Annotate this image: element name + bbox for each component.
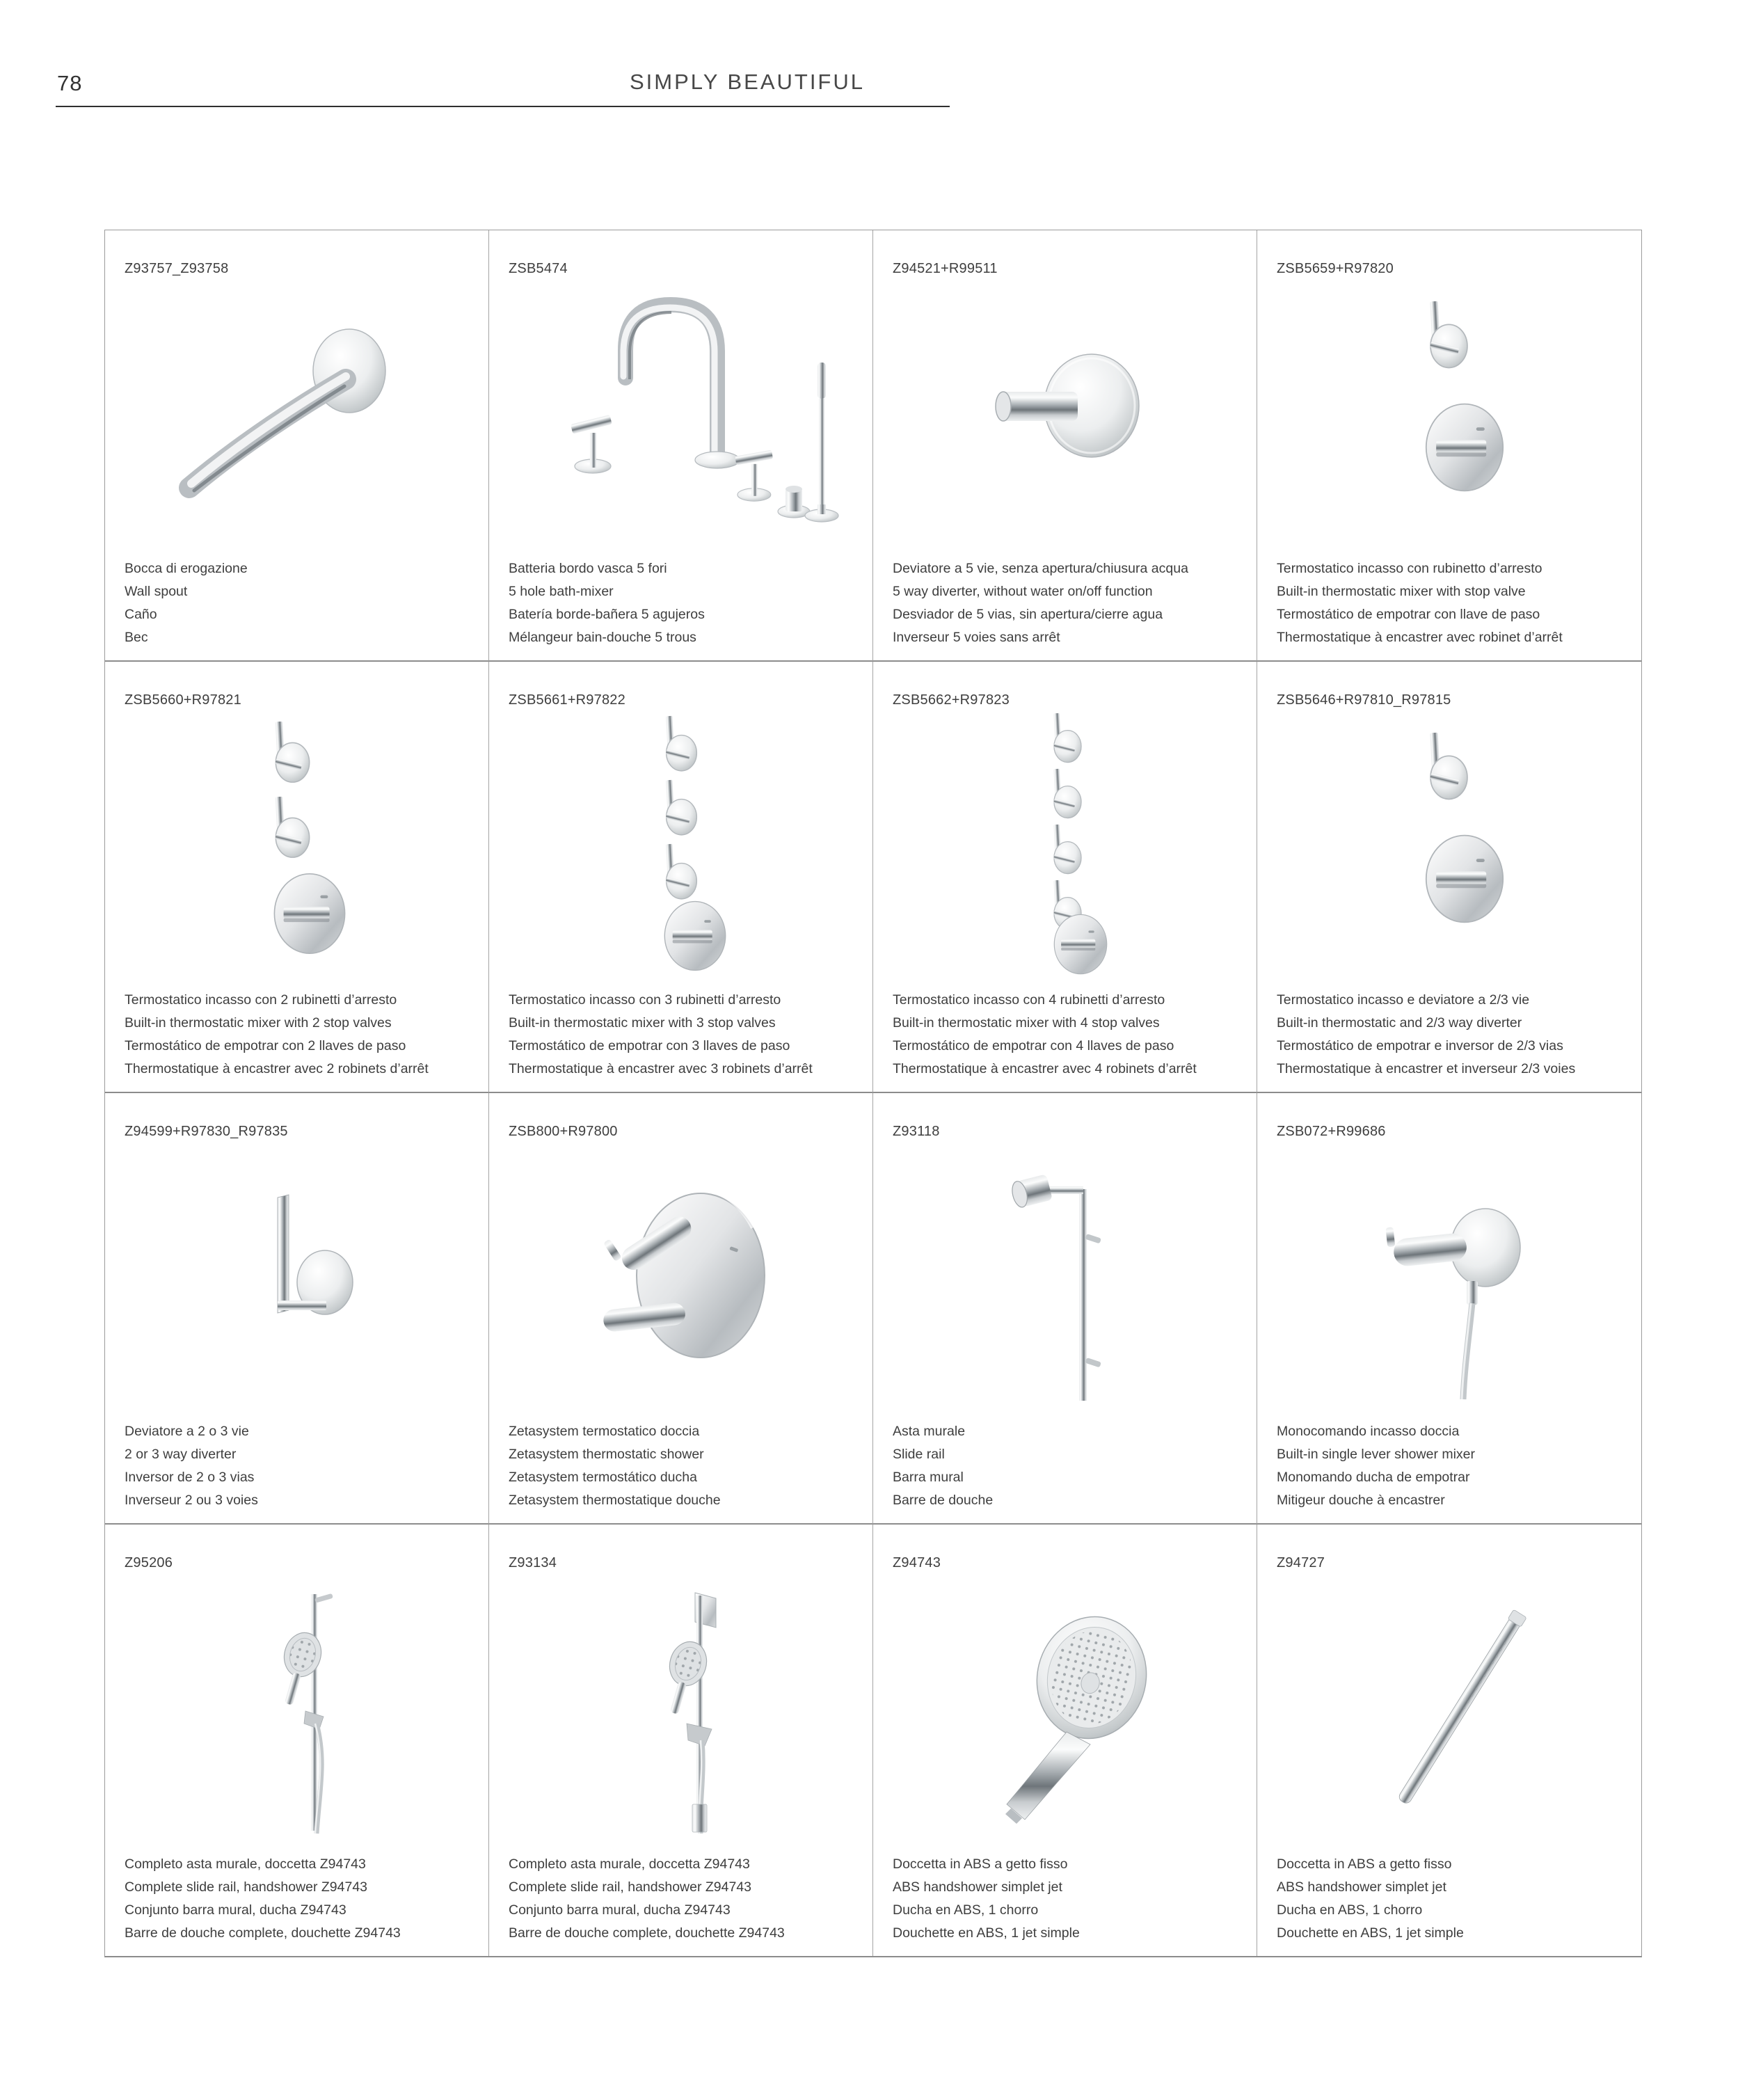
product-cell <box>873 1093 1257 1525</box>
desc-en: Complete slide rail, handshower Z94743 <box>509 1879 752 1895</box>
desc-it: Batteria bordo vasca 5 fori <box>509 561 667 576</box>
desc-en: 5 hole bath-mixer <box>509 584 614 599</box>
product-code: Z94727 <box>1277 1555 1325 1570</box>
desc-es: Caño <box>125 607 157 622</box>
product-image-thermostatic-diverter <box>1289 712 1609 976</box>
product-image-five-hole-bath-mixer <box>521 280 841 545</box>
product-grid <box>104 230 1642 1957</box>
desc-fr: Barre de douche <box>893 1493 994 1508</box>
desc-es: Conjunto barra mural, ducha Z94743 <box>509 1902 731 1918</box>
desc-es: Barra mural <box>893 1470 964 1485</box>
product-description <box>893 1853 1247 1945</box>
header-rule <box>56 106 950 107</box>
product-description <box>893 1420 1247 1512</box>
product-code: Z94521+R99511 <box>893 261 998 276</box>
desc-en: 2 or 3 way diverter <box>125 1447 237 1462</box>
product-description <box>1277 989 1632 1081</box>
product-image-five-way-diverter <box>905 280 1225 545</box>
desc-fr: Bec <box>125 630 148 645</box>
desc-it: Monocomando incasso doccia <box>1277 1424 1460 1439</box>
desc-it: Asta murale <box>893 1424 966 1439</box>
product-image-zetasystem-thermostatic-shower <box>521 1143 841 1408</box>
desc-es: Inversor de 2 o 3 vias <box>125 1470 255 1485</box>
product-description <box>509 1853 863 1945</box>
product-cell <box>873 1525 1257 1956</box>
desc-es: Batería borde-bañera 5 agujeros <box>509 607 705 622</box>
desc-fr: Inverseur 5 voies sans arrêt <box>893 630 1060 645</box>
product-code: ZSB5661+R97822 <box>509 692 625 708</box>
desc-es: Ducha en ABS, 1 chorro <box>893 1902 1039 1918</box>
desc-it: Doccetta in ABS a getto fisso <box>893 1856 1068 1872</box>
product-cell <box>105 1525 489 1956</box>
product-code: Z95206 <box>125 1555 173 1570</box>
product-description <box>893 989 1247 1081</box>
product-cell <box>1257 662 1641 1093</box>
product-code: Z93757_Z93758 <box>125 261 229 276</box>
desc-es: Termostático de empotrar con 3 llaves de paso <box>509 1038 790 1053</box>
desc-en: ABS handshower simplet jet <box>1277 1879 1446 1895</box>
desc-it: Termostatico incasso con rubinetto d’arresto <box>1277 561 1542 576</box>
desc-fr: Douchette en ABS, 1 jet simple <box>1277 1925 1464 1941</box>
product-description <box>1277 557 1632 649</box>
product-image-two-three-way-diverter <box>137 1143 457 1408</box>
product-code: ZSB5474 <box>509 261 568 276</box>
desc-it: Termostatico incasso e deviatore a 2/3 vie <box>1277 992 1530 1008</box>
desc-en: Zetasystem thermostatic shower <box>509 1447 704 1462</box>
desc-fr: Zetasystem thermostatique douche <box>509 1493 721 1508</box>
desc-fr: Thermostatique à encastrer avec 2 robinets d’arrêt <box>125 1061 429 1076</box>
desc-es: Termostático de empotrar e inversor de 2/3 vias <box>1277 1038 1563 1053</box>
desc-es: Termostático de empotrar con llave de paso <box>1277 607 1540 622</box>
desc-it: Bocca di erogazione <box>125 561 248 576</box>
desc-it: Zetasystem termostatico doccia <box>509 1424 700 1439</box>
desc-fr: Mitigeur douche à encastrer <box>1277 1493 1445 1508</box>
product-image-single-lever-shower-mixer <box>1289 1143 1609 1408</box>
desc-en: Built-in thermostatic mixer with 2 stop valves <box>125 1015 392 1031</box>
product-image-slide-rail-kit-square <box>521 1575 841 1839</box>
product-code: ZSB800+R97800 <box>509 1124 618 1139</box>
desc-it: Doccetta in ABS a getto fisso <box>1277 1856 1452 1872</box>
desc-fr: Douchette en ABS, 1 jet simple <box>893 1925 1080 1941</box>
desc-es: Termostático de empotrar con 2 llaves de paso <box>125 1038 406 1053</box>
product-cell <box>873 230 1257 662</box>
product-code: ZSB5660+R97821 <box>125 692 241 708</box>
product-cell <box>1257 1525 1641 1956</box>
desc-es: Ducha en ABS, 1 chorro <box>1277 1902 1423 1918</box>
product-code: ZSB5662+R97823 <box>893 692 1010 708</box>
product-cell <box>489 230 873 662</box>
desc-es: Monomando ducha de empotrar <box>1277 1470 1470 1485</box>
product-cell <box>105 662 489 1093</box>
desc-es: Zetasystem termostático ducha <box>509 1470 697 1485</box>
product-description <box>1277 1420 1632 1512</box>
product-description <box>125 1853 479 1945</box>
desc-en: 5 way diverter, without water on/off function <box>893 584 1153 599</box>
desc-fr: Inverseur 2 ou 3 voies <box>125 1493 258 1508</box>
product-cell <box>1257 1093 1641 1525</box>
product-cell <box>873 662 1257 1093</box>
product-description <box>125 1420 479 1512</box>
product-cell <box>105 1093 489 1525</box>
product-image-abs-handshower <box>905 1575 1225 1839</box>
page-title: SIMPLY BEAUTIFUL <box>630 70 865 94</box>
desc-en: Slide rail <box>893 1447 945 1462</box>
desc-fr: Barre de douche complete, douchette Z94743 <box>125 1925 401 1941</box>
product-description <box>893 557 1247 649</box>
product-cell <box>105 230 489 662</box>
desc-it: Deviatore a 2 o 3 vie <box>125 1424 249 1439</box>
product-code: ZSB5659+R97820 <box>1277 261 1394 276</box>
desc-fr: Thermostatique à encastrer et inverseur 2/3 voies <box>1277 1061 1576 1076</box>
desc-fr: Thermostatique à encastrer avec 4 robinets d’arrêt <box>893 1061 1197 1076</box>
product-cell <box>489 1093 873 1525</box>
desc-es: Conjunto barra mural, ducha Z94743 <box>125 1902 346 1918</box>
product-image-thermostatic-3-stop-valves <box>521 712 841 976</box>
product-description <box>125 557 479 649</box>
desc-es: Termostático de empotrar con 4 llaves de paso <box>893 1038 1174 1053</box>
product-image-thermostatic-2-stop-valves <box>137 712 457 976</box>
desc-it: Termostatico incasso con 2 rubinetti d’arresto <box>125 992 397 1008</box>
product-description <box>509 557 863 649</box>
desc-en: Built-in thermostatic mixer with 4 stop valves <box>893 1015 1160 1031</box>
product-image-abs-stick-handshower <box>1289 1575 1609 1839</box>
desc-es: Desviador de 5 vias, sin apertura/cierre agua <box>893 607 1163 622</box>
product-description <box>125 989 479 1081</box>
product-code: ZSB072+R99686 <box>1277 1124 1386 1139</box>
product-image-wall-spout <box>137 280 457 545</box>
desc-fr: Mélangeur bain-douche 5 trous <box>509 630 696 645</box>
desc-en: Built-in thermostatic mixer with 3 stop valves <box>509 1015 776 1031</box>
desc-it: Termostatico incasso con 3 rubinetti d’arresto <box>509 992 781 1008</box>
product-code: Z94599+R97830_R97835 <box>125 1124 288 1139</box>
desc-it: Deviatore a 5 vie, senza apertura/chiusura acqua <box>893 561 1188 576</box>
product-image-thermostatic-1-stop-valve <box>1289 280 1609 545</box>
product-code: ZSB5646+R97810_R97815 <box>1277 692 1451 708</box>
desc-fr: Thermostatique à encastrer avec 3 robinets d’arrêt <box>509 1061 813 1076</box>
product-image-slide-rail <box>905 1143 1225 1408</box>
product-description <box>509 1420 863 1512</box>
product-cell <box>489 662 873 1093</box>
product-image-slide-rail-kit <box>137 1575 457 1839</box>
product-cell <box>1257 230 1641 662</box>
product-cell <box>489 1525 873 1956</box>
desc-en: Built-in thermostatic mixer with stop valve <box>1277 584 1526 599</box>
product-description <box>509 989 863 1081</box>
desc-en: Built-in single lever shower mixer <box>1277 1447 1476 1462</box>
desc-en: ABS handshower simplet jet <box>893 1879 1062 1895</box>
product-code: Z93118 <box>893 1124 940 1139</box>
desc-en: Wall spout <box>125 584 188 599</box>
product-image-thermostatic-4-stop-valves <box>905 712 1225 976</box>
desc-it: Completo asta murale, doccetta Z94743 <box>509 1856 750 1872</box>
desc-fr: Thermostatique à encastrer avec robinet d’arrêt <box>1277 630 1563 645</box>
desc-fr: Barre de douche complete, douchette Z94743 <box>509 1925 785 1941</box>
product-code: Z93134 <box>509 1555 557 1570</box>
product-description <box>1277 1853 1632 1945</box>
product-code: Z94743 <box>893 1555 941 1570</box>
page-number: 78 <box>57 71 83 95</box>
desc-en: Built-in thermostatic and 2/3 way diverter <box>1277 1015 1522 1031</box>
desc-it: Termostatico incasso con 4 rubinetti d’arresto <box>893 992 1165 1008</box>
desc-it: Completo asta murale, doccetta Z94743 <box>125 1856 366 1872</box>
desc-en: Complete slide rail, handshower Z94743 <box>125 1879 368 1895</box>
